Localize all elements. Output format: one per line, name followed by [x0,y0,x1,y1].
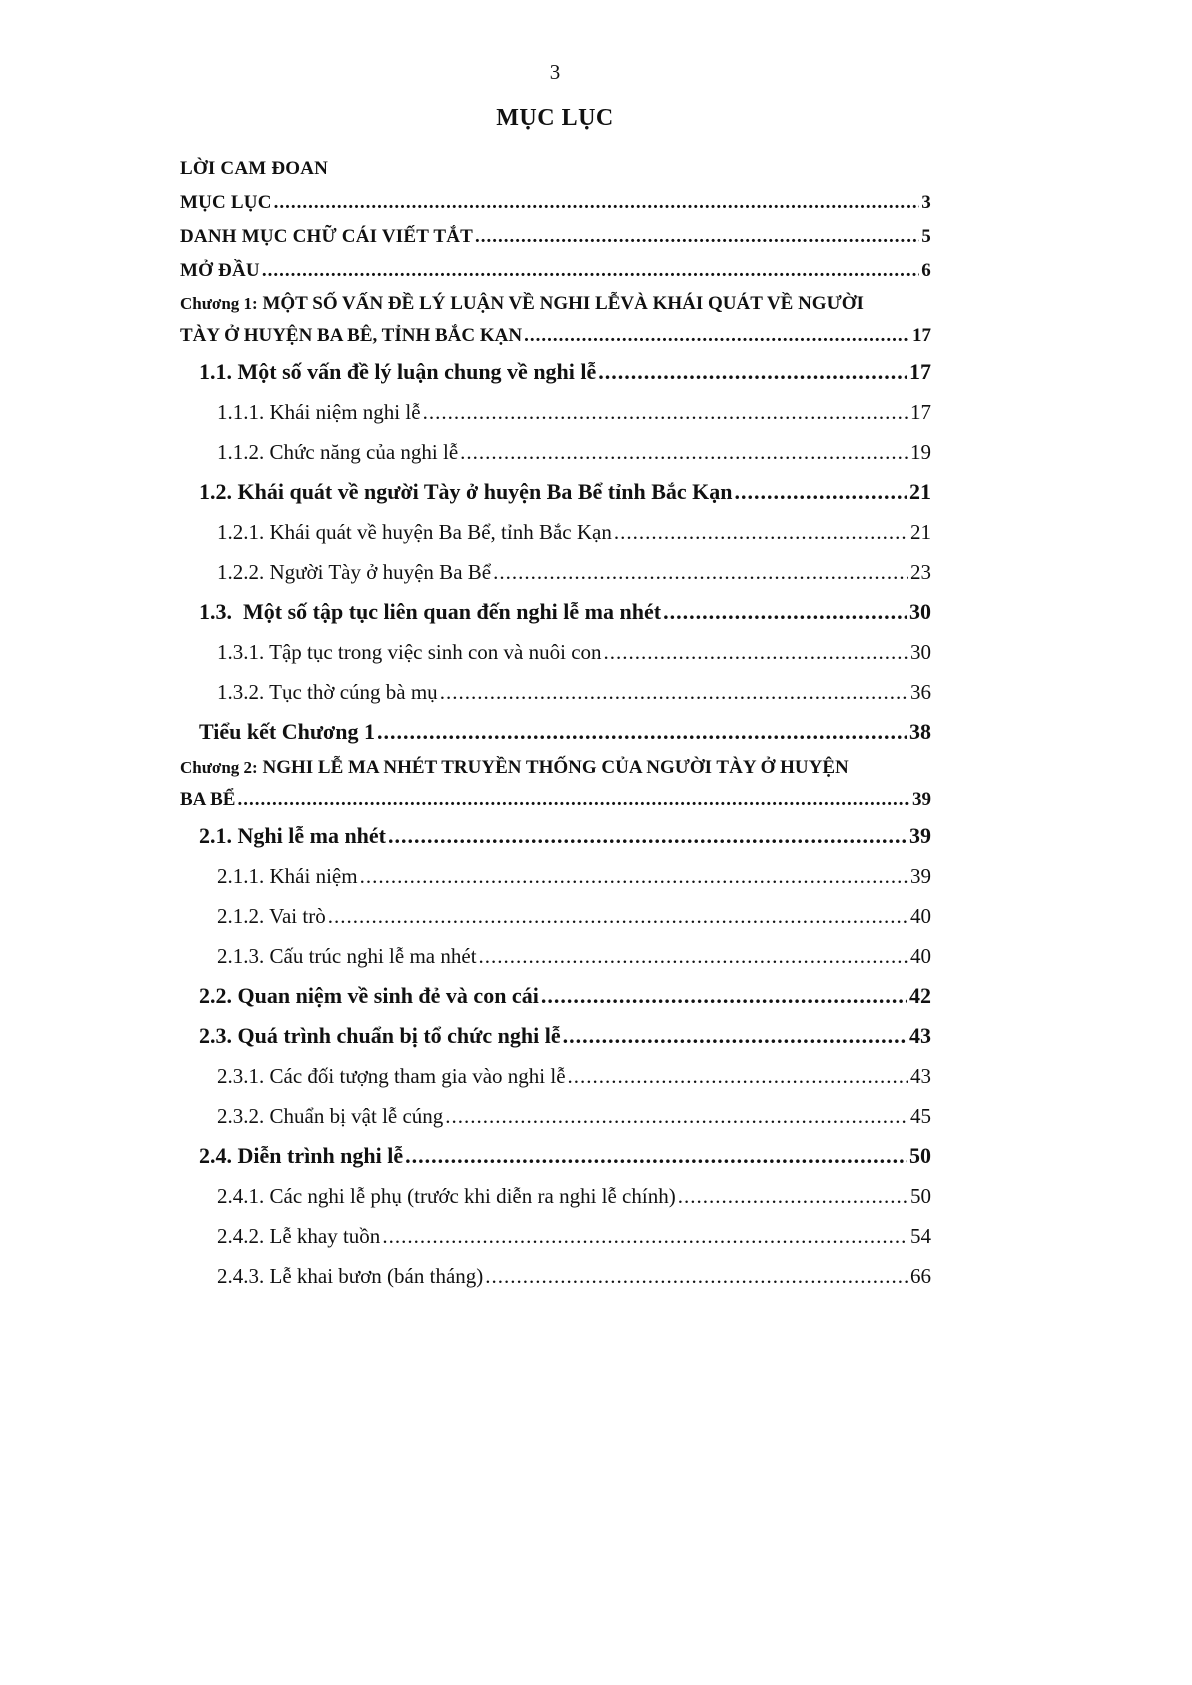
dot-leader [524,320,910,352]
toc-entry-page: 43 [909,1023,931,1048]
toc-entry-page: 5 [921,226,931,247]
chapter-title-line-2 [180,320,931,352]
toc-entry-page: 30 [909,599,931,624]
dot-leader [405,1136,907,1176]
toc-entry-label: 2.1.1. Khái niệm [217,864,358,888]
dot-leader [663,592,907,632]
toc-entry-label: MỞ ĐẦU [180,260,260,281]
toc-entry-page: 17 [912,325,931,346]
dot-leader [440,672,908,712]
toc-entry-label: 2.1.2. Vai trò [217,904,326,928]
toc-entry-page: 17 [910,400,931,424]
toc-entry-page: 3 [921,192,931,213]
toc-entry-page: 6 [921,260,931,281]
dot-leader [360,856,908,896]
toc-entry-muc-luc[interactable] [180,186,931,220]
toc-entry-1-3-1[interactable] [180,632,931,672]
toc-entry-label: 2.4. Diễn trình nghi lễ [199,1143,404,1168]
toc-entry-1-3-2[interactable] [180,672,931,712]
toc-entry-label: 2.4.1. Các nghi lễ phụ (trước khi diễn ra nghi lễ chính) [217,1184,676,1208]
toc-entry-2-3-2[interactable] [180,1096,931,1136]
dot-leader [604,632,908,672]
page-title: MỤC LỤC [496,105,614,131]
dot-leader [493,552,908,592]
dot-leader [563,1016,907,1056]
chapter-title-text: NGHI LỄ MA NHÉT TRUYỀN THỐNG CỦA NGƯỜI TÀY Ở HUYỆN [257,757,849,778]
toc-entry-label: 2.3.2. Chuẩn bị vật lễ cúng [217,1104,444,1128]
toc-entry-loi-cam-doan[interactable] [180,152,931,186]
toc-entry-label: 1.1. Một số vấn đề lý luận chung về nghi lễ [199,359,597,384]
toc-entry-label: 1.2.1. Khái quát về huyện Ba Bể, tỉnh Bắc Kạn [217,520,612,544]
dot-leader [614,512,908,552]
toc-entry-label: Tiểu kết Chương 1 [199,719,375,744]
dot-leader [541,976,907,1016]
toc-entry-2-4-3[interactable] [180,1256,931,1296]
toc-entry-page: 50 [909,1143,931,1168]
dot-leader [678,1176,908,1216]
chapter-title-text: MỘT SỐ VẤN ĐỀ LÝ LUẬN VỀ NGHI LỄVÀ KHÁI QUÁT VỀ NGƯỜI [257,293,864,314]
toc-entry-page: 40 [910,944,931,968]
toc-entry-label: TÀY Ở HUYỆN BA BÊ, TỈNH BẮC KẠN [180,325,523,346]
toc-entry-page: 43 [910,1064,931,1088]
toc-entry-1-2-1[interactable] [180,512,931,552]
toc-entry-chapter-2[interactable] [180,752,931,816]
toc-entry-label: 1.1.2. Chức năng của nghi lễ [217,440,459,464]
dot-leader [460,432,908,472]
toc-entry-page: 21 [910,520,931,544]
toc-entry-2-4[interactable] [180,1136,931,1176]
toc-entry-page: 30 [910,640,931,664]
toc-entry-label: 1.3.2. Tục thờ cúng bà mụ [217,680,438,704]
dot-leader [568,1056,908,1096]
toc-entry-1-2[interactable] [180,472,931,512]
toc-entry-page: 42 [909,983,931,1008]
toc-entry-label: MỤC LỤC [180,192,272,213]
dot-leader [328,896,908,936]
page-number: 3 [549,60,561,84]
toc-entry-label: 2.4.2. Lễ khay tuồn [217,1224,381,1248]
dot-leader [485,1256,908,1296]
toc-entry-2-1-3[interactable] [180,936,931,976]
toc-entry-page: 23 [910,560,931,584]
toc-entry-1-1-1[interactable] [180,392,931,432]
toc-entry-chapter-1[interactable] [180,288,931,352]
toc-entry-page: 36 [910,680,931,704]
dot-leader [388,816,907,856]
toc-entry-label: 1.2. Khái quát về người Tày ở huyện Ba Bể tỉnh Bắc Kạn [199,479,733,504]
toc-entry-page: 45 [910,1104,931,1128]
dot-leader [475,220,919,254]
toc-entry-page: 50 [910,1184,931,1208]
toc-entry-danh-muc[interactable] [180,220,931,254]
dot-leader [479,936,908,976]
toc-entry-2-1[interactable] [180,816,931,856]
toc-entry-label: DANH MỤC CHỮ CÁI VIẾT TẮT [180,226,474,247]
toc-entry-label: 2.1. Nghi lễ ma nhét [199,823,386,848]
toc-entry-page: 38 [909,719,931,744]
toc-entry-label: 1.1.1. Khái niệm nghi lễ [217,400,421,424]
toc-entry-label: 2.3. Quá trình chuẩn bị tổ chức nghi lễ [199,1023,561,1048]
toc-entry-2-1-2[interactable] [180,896,931,936]
table-of-contents [180,152,931,1296]
toc-entry-page: 66 [910,1264,931,1288]
toc-entry-1-3[interactable] [180,592,931,632]
dot-leader [423,392,908,432]
chapter-title-line-1 [180,288,931,320]
toc-entry-2-3[interactable] [180,1016,931,1056]
toc-entry-label: 2.4.3. Lễ khai bươn (bán tháng) [217,1264,484,1288]
dot-leader [377,712,907,752]
toc-entry-2-4-1[interactable] [180,1176,931,1216]
toc-entry-label: 2.1.3. Cấu trúc nghi lễ ma nhét [217,944,477,968]
toc-entry-2-1-1[interactable] [180,856,931,896]
toc-entry-mo-dau[interactable] [180,254,931,288]
toc-entry-label: BA BỂ [180,789,236,810]
toc-entry-page: 39 [912,789,931,810]
chapter-prefix: Chương 1: [180,294,258,313]
toc-entry-label: LỜI CAM ĐOAN [180,158,329,179]
toc-entry-page: 54 [910,1224,931,1248]
toc-entry-1-2-2[interactable] [180,552,931,592]
toc-entry-page: 21 [909,479,931,504]
toc-entry-2-3-1[interactable] [180,1056,931,1096]
dot-leader [262,254,919,288]
toc-entry-page: 39 [910,864,931,888]
chapter-prefix: Chương 2: [180,758,258,777]
toc-entry-tieu-ket-1[interactable] [180,712,931,752]
dot-leader [237,784,910,816]
dot-leader [382,1216,908,1256]
toc-entry-2-2[interactable] [180,976,931,1016]
toc-entry-page: 39 [909,823,931,848]
dot-leader [598,352,907,392]
chapter-title-line-1 [180,752,931,784]
dot-leader [735,472,908,512]
dot-leader [445,1096,908,1136]
dot-leader [274,186,920,220]
toc-entry-label: 2.3.1. Các đối tượng tham gia vào nghi lễ [217,1064,566,1088]
toc-entry-2-4-2[interactable] [180,1216,931,1256]
chapter-title-line-2 [180,784,931,816]
toc-entry-label: 1.3. Một số tập tục liên quan đến nghi lễ ma nhét [199,599,662,624]
toc-entry-1-1[interactable] [180,352,931,392]
toc-entry-label: 1.2.2. Người Tày ở huyện Ba Bể [217,560,492,584]
toc-entry-label: 2.2. Quan niệm về sinh đẻ và con cái [199,983,539,1008]
toc-entry-page: 40 [910,904,931,928]
toc-entry-page: 17 [909,359,931,384]
toc-entry-label: 1.3.1. Tập tục trong việc sinh con và nuôi con [217,640,602,664]
toc-entry-1-1-2[interactable] [180,432,931,472]
toc-entry-page: 19 [910,440,931,464]
